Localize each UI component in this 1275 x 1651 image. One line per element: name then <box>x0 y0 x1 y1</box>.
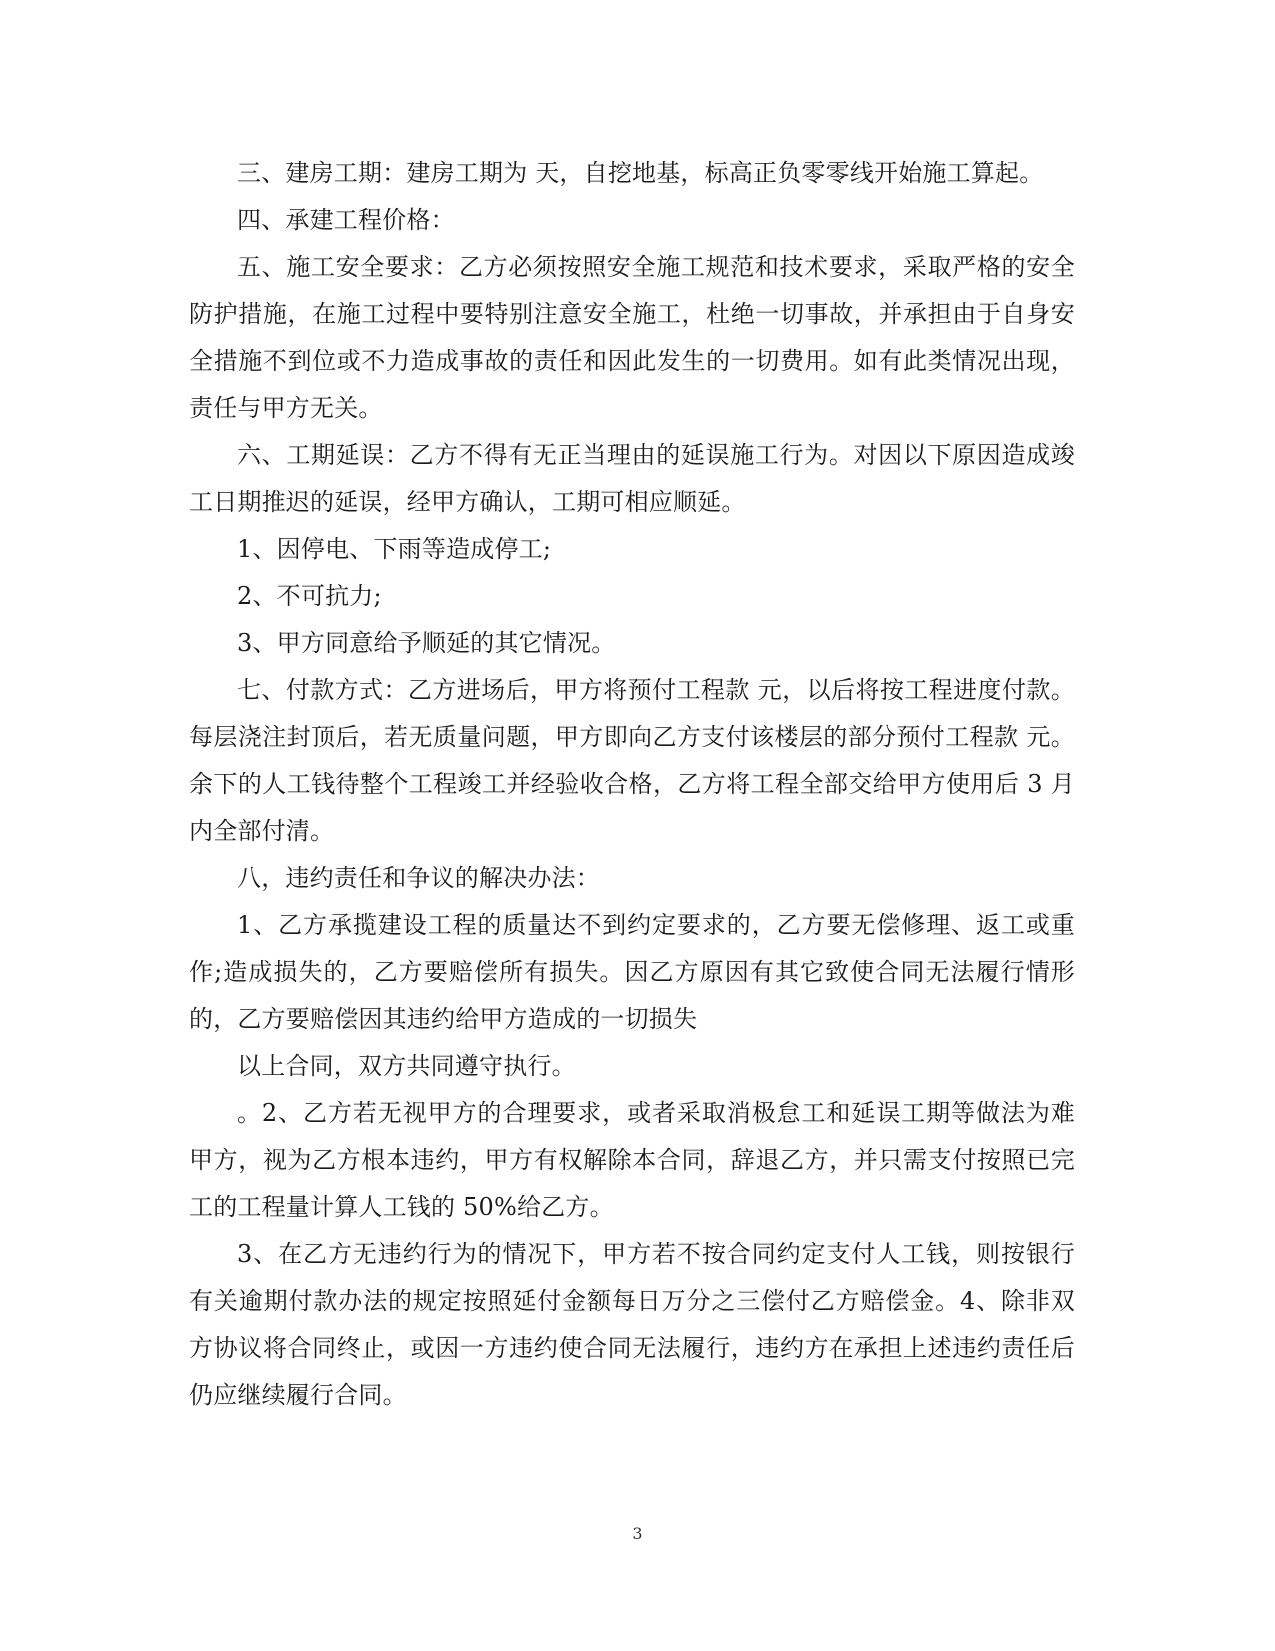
paragraph-liability-heading: 八，违约责任和争议的解决办法： <box>237 864 600 892</box>
paragraph-delay-item-1: 1、因停电、下雨等造成停工; <box>237 535 552 563</box>
paragraph-contract-price: 四、承建工程价格： <box>237 206 455 234</box>
paragraph-liability-item-2: 。2、乙方若无视甲方的合理要求，或者采取消极怠工和延误工期等做法为难甲方，视为乙方根本违约，甲方有权解除本合同，辞退乙方，并只需支付按照已完工的工程量计算人工钱的 50%给乙方。 <box>189 1099 1075 1221</box>
paragraph-liability-item-3-4: 3、在乙方无违约行为的情况下，甲方若不按合同约定支付人工钱，则按银行有关逾期付款办法的规定按照延付金额每日万分之三偿付乙方赔偿金。4、除非双方协议将合同终止，或因一方违约使合同无法履行，违约方在承担上述违约责任后仍应继续履行合同。 <box>189 1240 1075 1409</box>
paragraph-delay-item-2: 2、不可抗力; <box>237 582 382 610</box>
paragraph-payment-method: 七、付款方式：乙方进场后，甲方将预付工程款 元，以后将按工程进度付款。每层浇注封顶后，若无质量问题，甲方即向乙方支付该楼层的部分预付工程款 元。余下的人工钱待整个工程竣工并经验收合格，乙方将工程全部交给甲方使用后 3 月内全部付清。 <box>189 676 1075 845</box>
document-body <box>189 150 1075 1419</box>
paragraph-delay-item-3: 3、甲方同意给予顺延的其它情况。 <box>237 629 616 657</box>
paragraph-safety-requirements: 五、施工安全要求：乙方必须按照安全施工规范和技术要求，采取严格的安全防护措施，在施工过程中要特别注意安全施工，杜绝一切事故，并承担由于自身安全措施不到位或不力造成事故的责任和因此发生的一切费用。如有此类情况出现，责任与甲方无关。 <box>189 253 1075 422</box>
page-number: 3 <box>632 1524 643 1543</box>
paragraph-mutual-compliance: 以上合同，双方共同遵守执行。 <box>237 1052 576 1080</box>
paragraph-construction-period: 三、建房工期：建房工期为 天，自挖地基，标高正负零零线开始施工算起。 <box>237 159 1044 187</box>
paragraph-liability-item-1: 1、乙方承揽建设工程的质量达不到约定要求的，乙方要无偿修理、返工或重作;造成损失的，乙方要赔偿所有损失。因乙方原因有其它致使合同无法履行情形的，乙方要赔偿因其违约给甲方造成的一切损失 <box>189 911 1075 1033</box>
paragraph-schedule-delay: 六、工期延误：乙方不得有无正当理由的延误施工行为。对因以下原因造成竣工日期推迟的延误，经甲方确认，工期可相应顺延。 <box>189 441 1075 516</box>
